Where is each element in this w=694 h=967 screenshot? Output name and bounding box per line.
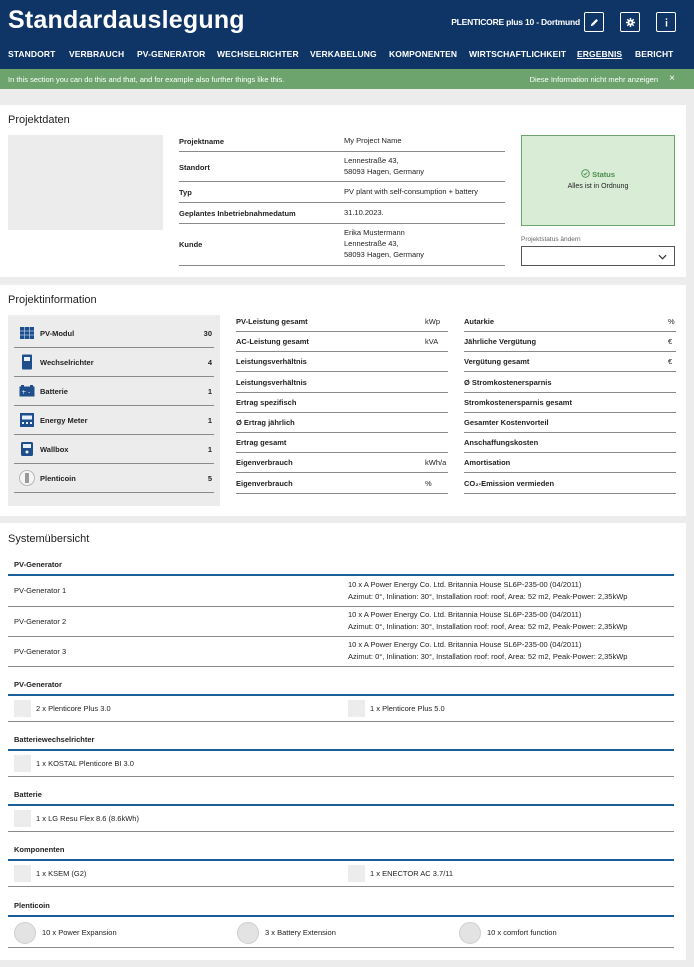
app-header: [0, 0, 694, 69]
product-image-placeholder: [348, 700, 365, 717]
metric-row: [464, 413, 676, 433]
status-text: Alles ist in Ordnung: [567, 183, 629, 190]
banner-dismiss-link[interactable]: Diese Information nicht mehr anzeigen: [529, 75, 658, 84]
page-title: Standardauslegung: [8, 6, 245, 34]
product-image-placeholder: [14, 755, 31, 772]
metric-label: Anschaffungskosten: [464, 438, 539, 448]
close-icon[interactable]: ×: [669, 73, 675, 84]
list-item: [14, 464, 214, 493]
chevron-down-icon: [658, 254, 667, 260]
table-row: [8, 806, 674, 832]
metric-row: [236, 393, 448, 413]
projektinformation-title: Projektinformation: [8, 294, 97, 306]
info-button[interactable]: [656, 12, 676, 32]
metric-label: Jährliche Vergütung: [464, 337, 537, 347]
component-count: 1: [207, 387, 212, 396]
row-label: Typ: [179, 188, 192, 197]
inverter-item: 2 x Plenticore Plus 3.0: [36, 704, 111, 713]
gear-icon: [625, 17, 636, 28]
metric-row: [236, 352, 448, 372]
list-item: [14, 348, 214, 377]
row-label: Kunde: [179, 240, 203, 249]
status-label: Status: [592, 170, 615, 179]
pv-generator-details: Azimut: 0°, Inlination: 30°, Installation roof: roof, Area: 52 m2, Peak-Power: 2,35kWp: [348, 622, 628, 631]
component-count: 1: [207, 416, 212, 425]
tab-verkabelung[interactable]: VERKABELUNG: [310, 49, 377, 59]
product-image-placeholder: [14, 865, 31, 882]
status-heading: [522, 169, 674, 179]
metric-unit: %: [668, 317, 675, 326]
component-count: 5: [207, 474, 212, 483]
metric-row: [236, 413, 448, 433]
metric-row: [464, 393, 676, 413]
wallbox-icon: [18, 440, 36, 458]
metric-row: [464, 312, 676, 332]
row-value: 31.10.2023.: [344, 208, 384, 217]
project-image-placeholder: [8, 135, 163, 230]
energy-meter-icon: [18, 411, 36, 429]
metric-label: Eigenverbrauch: [236, 478, 293, 488]
row-value: Lennestraße 43, 58093 Hagen, Germany: [344, 156, 425, 176]
metric-row: [236, 474, 448, 494]
metric-row: [236, 453, 448, 473]
pv-generator-module: 10 x A Power Energy Co. Ltd. Britannia House SL6P-235-00 (04/2011): [348, 580, 582, 589]
metric-unit: %: [425, 478, 432, 488]
tab-komponenten[interactable]: KOMPONENTEN: [389, 49, 458, 59]
component-name: Batterie: [40, 387, 68, 396]
projektdaten-title: Projektdaten: [8, 114, 70, 126]
component-name: Wallbox: [40, 445, 69, 454]
plenticoin-item: 3 x Battery Extension: [265, 928, 336, 937]
component-item: 1 x KSEM (G2): [36, 869, 87, 878]
metric-row: [236, 373, 448, 393]
component-item: 1 x ENECTOR AC 3.7/11: [370, 869, 454, 878]
projektdaten-row: [179, 182, 505, 203]
metric-label: Leistungsverhältnis: [236, 377, 307, 387]
metric-row: [236, 332, 448, 352]
section-heading: Batterie: [14, 790, 42, 799]
battery-icon: [18, 382, 36, 400]
metric-label: Stromkostenersparnis gesamt: [464, 397, 572, 407]
section-heading: Batteriewechselrichter: [14, 735, 95, 744]
table-row: [8, 607, 674, 637]
metric-label: PV-Leistung gesamt: [236, 317, 308, 326]
table-row: [8, 861, 674, 887]
tab-verbrauch[interactable]: VERBRAUCH: [69, 49, 125, 59]
projektdaten-row: [179, 203, 505, 224]
metric-label: Vergütung gesamt: [464, 357, 530, 367]
list-item: [14, 377, 214, 406]
tab-standort[interactable]: STANDORT: [8, 49, 56, 59]
metric-unit: kWh/a: [425, 458, 447, 468]
battery-item: 1 x LG Resu Flex 8.6 (8.6kWh): [36, 814, 139, 823]
product-image-placeholder: [14, 700, 31, 717]
component-name: Plenticoin: [40, 474, 76, 483]
table-row: [8, 917, 674, 948]
project-name: PLENTICORE plus 10 - Dortmund: [451, 17, 580, 27]
metric-label: Gesamter Kostenvorteil: [464, 418, 549, 427]
status-change-label: Projektstatus ändern: [521, 236, 581, 243]
pv-generator-details: Azimut: 0°, Inlination: 30°, Installation roof: roof, Area: 52 m2, Peak-Power: 2,35kWp: [348, 652, 628, 661]
row-label: Projektname: [179, 137, 225, 146]
settings-button[interactable]: [620, 12, 640, 32]
metric-label: Autarkie: [464, 317, 495, 326]
info-icon: [661, 17, 672, 28]
info-banner: [0, 69, 694, 89]
section-heading: Komponenten: [14, 845, 65, 854]
plenticoin-item: 10 x comfort function: [487, 928, 557, 937]
row-value: My Project Name: [344, 136, 402, 145]
metric-label: Ertrag gesamt: [236, 438, 287, 448]
product-image-placeholder: [14, 810, 31, 827]
metric-label: Ø Ertrag jährlich: [236, 418, 295, 427]
pv-generator-name: PV-Generator 3: [14, 647, 67, 656]
section-heading: PV-Generator: [14, 560, 62, 569]
metric-unit: €: [668, 357, 673, 367]
pencil-icon: [589, 17, 600, 28]
status-box: [521, 135, 675, 226]
component-name: PV-Modul: [40, 329, 75, 338]
main-nav: [0, 48, 694, 64]
component-count: 4: [207, 358, 212, 367]
pv-generator-module: 10 x A Power Energy Co. Ltd. Britannia House SL6P-235-00 (04/2011): [348, 640, 582, 649]
banner-text: In this section you can do this and that, and for example also further things like this.: [8, 75, 285, 84]
plenticoin-icon: [237, 922, 259, 944]
component-count: 30: [203, 329, 212, 338]
list-item: [14, 435, 214, 464]
metric-row: [464, 453, 676, 473]
tab-ergebnis[interactable]: ERGEBNIS: [577, 49, 623, 59]
metric-row: [464, 332, 676, 352]
table-row: [8, 696, 674, 722]
projektdaten-row: [179, 131, 505, 152]
svg-text:+ -: + -: [21, 389, 31, 396]
systemuebersicht-title: Systemübersicht: [8, 533, 90, 545]
section-heading: PV-Generator: [14, 680, 62, 689]
pv-generator-details: Azimut: 0°, Inlination: 30°, Installation roof: roof, Area: 52 m2, Peak-Power: 2,35kWp: [348, 592, 628, 601]
inverter-item: 1 x Plenticore Plus 5.0: [370, 704, 445, 713]
table-row: [8, 576, 674, 607]
tab-bericht[interactable]: BERICHT: [635, 49, 674, 59]
metric-row: [464, 373, 676, 393]
projektdaten-row: [179, 152, 505, 182]
tab-pv-generator[interactable]: PV-GENERATOR: [137, 49, 206, 59]
metric-label: Amortisation: [464, 458, 511, 468]
plenticoin-icon: [18, 469, 36, 487]
row-value: Erika Mustermann Lennestraße 43, 58093 Hagen, Germany: [344, 228, 425, 259]
component-list: [8, 315, 220, 506]
product-image-placeholder: [348, 865, 365, 882]
battery-inverter-item: 1 x KOSTAL Plenticore BI 3.0: [36, 759, 134, 768]
table-row: [8, 751, 674, 777]
metric-unit: kWp: [425, 317, 440, 326]
component-name: Wechselrichter: [40, 358, 94, 367]
pv-module-icon: [18, 324, 36, 342]
plenticoin-icon: [459, 922, 481, 944]
metric-row: [464, 352, 676, 372]
metric-label: Leistungsverhältnis: [236, 357, 307, 367]
status-select[interactable]: [521, 246, 675, 266]
metric-row: [236, 312, 448, 332]
pv-generator-name: PV-Generator 1: [14, 586, 67, 595]
edit-button[interactable]: [584, 12, 604, 32]
pv-generator-module: 10 x A Power Energy Co. Ltd. Britannia House SL6P-235-00 (04/2011): [348, 610, 582, 619]
inverter-icon: [18, 353, 36, 371]
plenticoin-icon: [14, 922, 36, 944]
row-label: Geplantes Inbetriebnahmedatum: [179, 209, 296, 218]
check-circle-icon: [581, 169, 590, 178]
metric-row: [236, 433, 448, 453]
list-item: [14, 406, 214, 435]
section-heading: Plenticoin: [14, 901, 50, 910]
metric-label: Ø Stromkostenersparnis: [464, 377, 552, 387]
projektdaten-row: [179, 224, 505, 266]
pv-generator-name: PV-Generator 2: [14, 617, 67, 626]
metric-label: AC-Leistung gesamt: [236, 337, 309, 347]
metric-unit: kVA: [425, 337, 439, 347]
component-count: 1: [207, 445, 212, 454]
tab-wirtschaftlichkeit[interactable]: WIRTSCHAFTLICHKEIT: [469, 49, 567, 59]
row-label: Standort: [179, 163, 210, 172]
metric-label: CO₂-Emission vermieden: [464, 478, 555, 488]
metric-label: Eigenverbrauch: [236, 458, 293, 468]
component-name: Energy Meter: [40, 416, 88, 425]
tab-wechselrichter[interactable]: WECHSELRICHTER: [217, 49, 299, 59]
metric-row: [464, 433, 676, 453]
plenticoin-item: 10 x Power Expansion: [42, 928, 117, 937]
table-row: [8, 637, 674, 667]
list-item: [14, 319, 214, 348]
metric-row: [464, 474, 676, 494]
row-value: PV plant with self-consumption + battery: [344, 187, 479, 196]
metric-label: Ertrag spezifisch: [236, 397, 297, 407]
metric-unit: €: [668, 337, 673, 347]
